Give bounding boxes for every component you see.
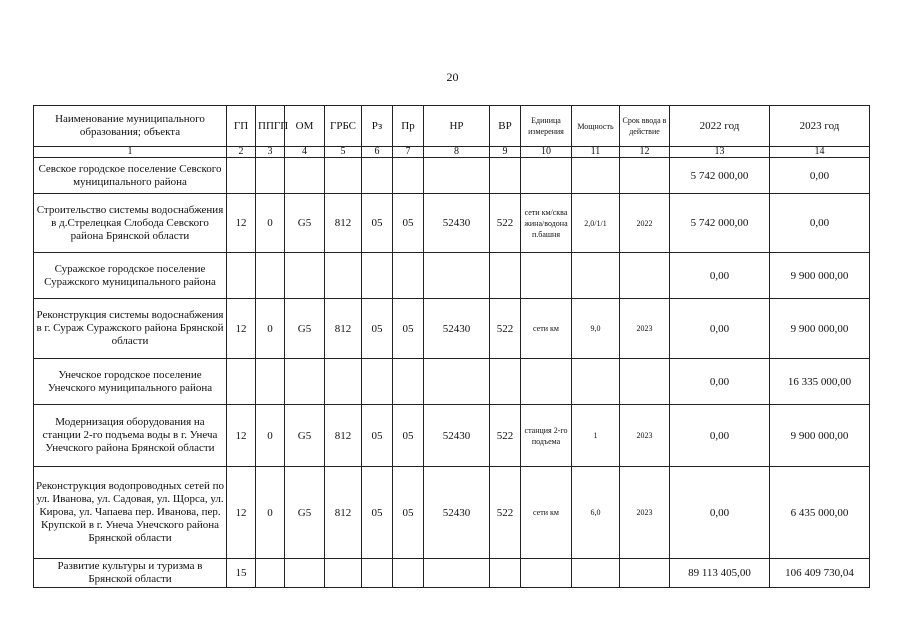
cell-nr: 52430 [424, 405, 490, 467]
cell-2022: 0,00 [670, 359, 770, 405]
cell-capacity: 2,0/1/1 [572, 194, 620, 253]
cell-pr [393, 158, 424, 194]
column-number: 14 [770, 147, 870, 158]
cell-name: Строительство системы водоснабжения в д.Стрелецкая Слобода Севского района Брянской области [34, 194, 227, 253]
header-term: Срок ввода в действие [620, 106, 670, 147]
cell-om: G5 [285, 194, 325, 253]
cell-term [620, 359, 670, 405]
cell-capacity: 9,0 [572, 299, 620, 359]
column-number: 1 [34, 147, 227, 158]
cell-rz: 05 [362, 467, 393, 559]
cell-unit [521, 253, 572, 299]
header-om: ОМ [285, 106, 325, 147]
cell-om: G5 [285, 299, 325, 359]
cell-vr [490, 253, 521, 299]
cell-name: Севское городское поселение Севского муниципального района [34, 158, 227, 194]
cell-term: 2023 [620, 405, 670, 467]
cell-nr [424, 359, 490, 405]
cell-nr [424, 253, 490, 299]
cell-vr [490, 359, 521, 405]
cell-term: 2022 [620, 194, 670, 253]
cell-nr: 52430 [424, 467, 490, 559]
cell-term: 2023 [620, 299, 670, 359]
cell-2023: 9 900 000,00 [770, 405, 870, 467]
header-grbs: ГРБС [325, 106, 362, 147]
column-number: 7 [393, 147, 424, 158]
table-row [34, 559, 870, 588]
cell-grbs [325, 158, 362, 194]
cell-unit: сети км [521, 467, 572, 559]
cell-rz [362, 359, 393, 405]
cell-rz: 05 [362, 299, 393, 359]
cell-nr: 52430 [424, 299, 490, 359]
cell-ppgp: 0 [256, 405, 285, 467]
cell-rz [362, 253, 393, 299]
cell-2023: 6 435 000,00 [770, 467, 870, 559]
table-row [34, 467, 870, 559]
table-row [34, 405, 870, 467]
cell-grbs: 812 [325, 299, 362, 359]
cell-term: 2023 [620, 467, 670, 559]
cell-2023: 106 409 730,04 [770, 559, 870, 588]
cell-vr: 522 [490, 194, 521, 253]
cell-pr: 05 [393, 194, 424, 253]
table-row [34, 158, 870, 194]
table-row [34, 253, 870, 299]
cell-om [285, 559, 325, 588]
cell-ppgp [256, 559, 285, 588]
cell-2023: 0,00 [770, 194, 870, 253]
cell-2023: 16 335 000,00 [770, 359, 870, 405]
cell-gp: 12 [227, 299, 256, 359]
header-rz: Рз [362, 106, 393, 147]
cell-capacity: 6,0 [572, 467, 620, 559]
program-table [33, 105, 870, 588]
cell-rz [362, 559, 393, 588]
cell-gp [227, 158, 256, 194]
cell-capacity [572, 158, 620, 194]
cell-gp: 12 [227, 405, 256, 467]
cell-capacity [572, 359, 620, 405]
cell-2022: 0,00 [670, 253, 770, 299]
header-gp: ГП [227, 106, 256, 147]
cell-capacity: 1 [572, 405, 620, 467]
table-row [34, 194, 870, 253]
cell-om [285, 158, 325, 194]
header-row [34, 106, 870, 147]
cell-2022: 5 742 000,00 [670, 194, 770, 253]
cell-grbs: 812 [325, 194, 362, 253]
cell-2023: 9 900 000,00 [770, 299, 870, 359]
column-number: 6 [362, 147, 393, 158]
cell-2022: 89 113 405,00 [670, 559, 770, 588]
cell-pr [393, 359, 424, 405]
header-pr: Пр [393, 106, 424, 147]
cell-gp [227, 359, 256, 405]
cell-pr [393, 559, 424, 588]
cell-gp: 12 [227, 467, 256, 559]
cell-pr: 05 [393, 405, 424, 467]
cell-rz: 05 [362, 194, 393, 253]
cell-ppgp [256, 253, 285, 299]
header-ppgp: ППГП [256, 106, 285, 147]
cell-om [285, 253, 325, 299]
cell-gp [227, 253, 256, 299]
column-number: 12 [620, 147, 670, 158]
cell-2022: 0,00 [670, 299, 770, 359]
column-number: 10 [521, 147, 572, 158]
cell-name: Суражское городское поселение Суражского муниципального района [34, 253, 227, 299]
cell-vr [490, 559, 521, 588]
cell-om: G5 [285, 405, 325, 467]
column-number: 4 [285, 147, 325, 158]
cell-unit: сети км [521, 299, 572, 359]
cell-capacity [572, 253, 620, 299]
cell-nr [424, 559, 490, 588]
cell-term [620, 158, 670, 194]
cell-name: Реконструкция системы водоснабжения в г. Сураж Суражского района Брянской области [34, 299, 227, 359]
cell-om [285, 359, 325, 405]
column-number: 8 [424, 147, 490, 158]
page-number: 20 [446, 70, 459, 84]
cell-nr: 52430 [424, 194, 490, 253]
header-nr: НР [424, 106, 490, 147]
cell-name: Унечское городское поселение Унечского муниципального района [34, 359, 227, 405]
cell-gp: 15 [227, 559, 256, 588]
cell-2023: 0,00 [770, 158, 870, 194]
cell-pr: 05 [393, 467, 424, 559]
cell-capacity [572, 559, 620, 588]
cell-unit [521, 559, 572, 588]
table-row [34, 299, 870, 359]
cell-ppgp [256, 359, 285, 405]
cell-nr [424, 158, 490, 194]
header-unit: Единица измерения [521, 106, 572, 147]
column-number: 11 [572, 147, 620, 158]
cell-grbs [325, 253, 362, 299]
column-number: 13 [670, 147, 770, 158]
column-number: 3 [256, 147, 285, 158]
cell-2022: 0,00 [670, 405, 770, 467]
cell-grbs: 812 [325, 405, 362, 467]
column-number-row [34, 147, 870, 158]
cell-om: G5 [285, 467, 325, 559]
cell-ppgp [256, 158, 285, 194]
cell-rz [362, 158, 393, 194]
cell-pr: 05 [393, 299, 424, 359]
cell-unit [521, 158, 572, 194]
cell-pr [393, 253, 424, 299]
header-2022: 2022 год [670, 106, 770, 147]
table-row [34, 359, 870, 405]
header-capacity: Мощность [572, 106, 620, 147]
column-number: 5 [325, 147, 362, 158]
cell-vr [490, 158, 521, 194]
cell-vr: 522 [490, 405, 521, 467]
header-vr: ВР [490, 106, 521, 147]
cell-2022: 0,00 [670, 467, 770, 559]
cell-unit: сети км/скважина/водонап.башня [521, 194, 572, 253]
cell-name: Модернизация оборудования на станции 2-го подъема воды в г. Унеча Унечского района Брянской области [34, 405, 227, 467]
cell-grbs: 812 [325, 467, 362, 559]
cell-2022: 5 742 000,00 [670, 158, 770, 194]
header-name: Наименование муниципального образования; объекта [34, 106, 227, 147]
cell-term [620, 559, 670, 588]
cell-unit [521, 359, 572, 405]
header-2023: 2023 год [770, 106, 870, 147]
cell-name: Развитие культуры и туризма в Брянской области [34, 559, 227, 588]
cell-grbs [325, 359, 362, 405]
column-number: 9 [490, 147, 521, 158]
column-number: 2 [227, 147, 256, 158]
cell-unit: станция 2-го подъема [521, 405, 572, 467]
cell-vr: 522 [490, 299, 521, 359]
cell-rz: 05 [362, 405, 393, 467]
cell-name: Реконструкция водопроводных сетей по ул. Иванова, ул. Садовая, ул. Щорса, ул. Кирова, ул. Чапаева пер. Иванова, пер. Крупской в г. Унеча Унечского района Брянской области [34, 467, 227, 559]
cell-gp: 12 [227, 194, 256, 253]
cell-term [620, 253, 670, 299]
cell-vr: 522 [490, 467, 521, 559]
cell-ppgp: 0 [256, 299, 285, 359]
cell-grbs [325, 559, 362, 588]
cell-2023: 9 900 000,00 [770, 253, 870, 299]
cell-ppgp: 0 [256, 194, 285, 253]
cell-ppgp: 0 [256, 467, 285, 559]
